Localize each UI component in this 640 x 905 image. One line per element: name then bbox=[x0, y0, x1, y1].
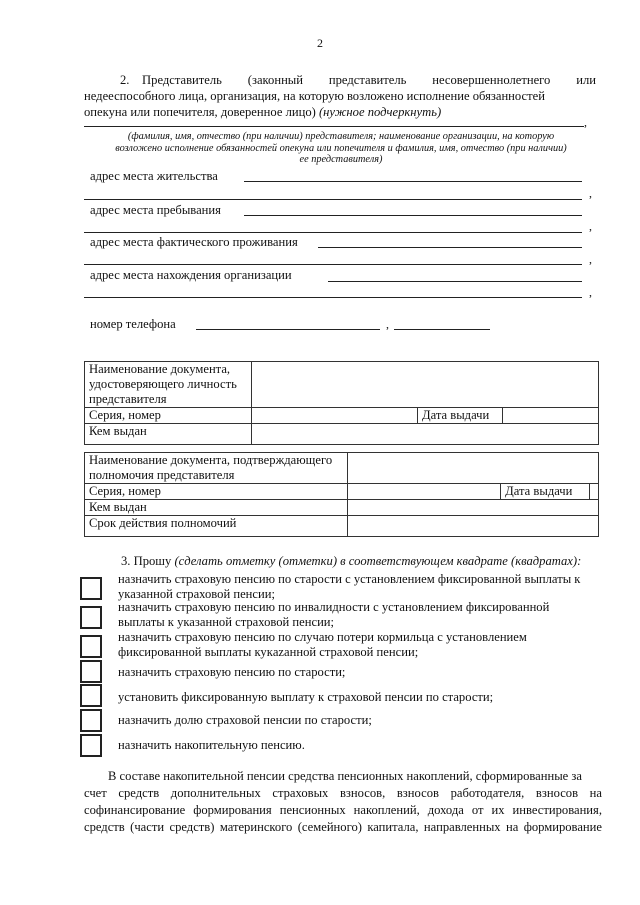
identity-doc-name-label bbox=[85, 362, 252, 408]
identity-issue-date-label: Дата выдачи bbox=[418, 408, 503, 424]
paragraph-line-3: софинансирование формирования пенсионных накоплений, дохода от их инвестирования, bbox=[84, 803, 602, 817]
table-row bbox=[85, 484, 599, 500]
caption-line-2: возложено исполнение обязанностей опекуна или попечителя и фамилия, имя, отчество (при наличии) bbox=[115, 142, 567, 154]
caption-line-1: (фамилия, имя, отчество (при наличии) представителя; наименование организации, на которую bbox=[127, 131, 555, 142]
stay-address-label: адрес места пребывания bbox=[90, 203, 221, 217]
word-3: представитель bbox=[328, 73, 407, 87]
paragraph-line-2: счет средств дополнительных страховых взносов, взносов работодателя, взносов на bbox=[84, 786, 602, 800]
option-funded-pension bbox=[80, 734, 610, 756]
table-row bbox=[85, 516, 599, 537]
actual-address-field-2[interactable] bbox=[84, 264, 582, 265]
option-line-1: назначить страховую пенсию по старости; bbox=[118, 665, 346, 679]
residence-address-field[interactable] bbox=[244, 181, 582, 182]
page-number: 2 bbox=[317, 36, 323, 50]
funded-pension-paragraph bbox=[84, 768, 602, 836]
checkbox[interactable] bbox=[80, 660, 102, 683]
actual-address-field[interactable] bbox=[318, 247, 582, 248]
authority-series-field[interactable] bbox=[347, 484, 500, 500]
table-row bbox=[85, 424, 599, 445]
representative-name-comma: , bbox=[584, 115, 587, 129]
word-5: или bbox=[576, 73, 596, 87]
residence-address-comma: , bbox=[589, 186, 592, 200]
section-2-line-2: недееспособного лица, организация, на которую возложено исполнение обязанностей bbox=[84, 89, 545, 103]
checkbox[interactable] bbox=[80, 684, 102, 707]
residence-address-field-2[interactable] bbox=[84, 199, 582, 200]
option-text bbox=[118, 738, 305, 753]
paragraph-line-1: В составе накопительной пенсии средства пенсионных накоплений, сформированные за bbox=[108, 769, 582, 783]
option-survivor-pension-fixed bbox=[80, 630, 610, 662]
phone-comma: , bbox=[386, 317, 389, 331]
section-3-intro bbox=[121, 553, 601, 569]
authority-issued-by-field[interactable] bbox=[347, 500, 598, 516]
paragraph-line-4: средств (части средств) материнского (семейного) капитала, направленных на формирование bbox=[84, 820, 602, 834]
authority-doc-name-label bbox=[85, 453, 348, 484]
section-2-line-3-text: опекуна или попечителя, доверенное лицо) bbox=[84, 105, 316, 119]
authority-doc-name-line-2: полномочия представителя bbox=[89, 468, 235, 482]
identity-doc-name-line-1: Наименование документа, bbox=[89, 362, 231, 376]
section-2-first-line bbox=[84, 72, 596, 88]
table-row bbox=[85, 408, 599, 424]
authority-issued-by-label: Кем выдан bbox=[85, 500, 348, 516]
section-2-words-1 bbox=[120, 72, 222, 88]
option-line-2: фиксированной выплаты кукazанной страховой пенсии; bbox=[118, 645, 419, 659]
authority-validity-label: Срок действия полномочий bbox=[85, 516, 348, 537]
section-2-paragraph bbox=[84, 72, 596, 120]
option-text bbox=[118, 713, 372, 728]
organization-address-field[interactable] bbox=[328, 281, 582, 282]
caption-line-3: ее представителя) bbox=[299, 154, 383, 165]
identity-issue-date-field[interactable] bbox=[503, 408, 599, 424]
identity-doc-name-line-2: удостоверяющего личность bbox=[89, 377, 237, 391]
word-2: (законный bbox=[247, 73, 304, 87]
option-text bbox=[118, 690, 493, 705]
option-text bbox=[118, 665, 345, 680]
table-row bbox=[85, 453, 599, 484]
authority-validity-field[interactable] bbox=[347, 516, 598, 537]
option-line-1: назначить страховую пенсию по инвалидности с установлением фиксированной bbox=[118, 600, 550, 614]
option-line-1: назначить долю страховой пенсии по старости; bbox=[118, 713, 372, 727]
word-4: несовершеннолетнего bbox=[432, 73, 551, 87]
checkbox[interactable] bbox=[80, 734, 102, 757]
word-1: Представитель bbox=[142, 73, 222, 87]
phone-label: номер телефона bbox=[90, 317, 176, 331]
section-2-line-3 bbox=[84, 104, 596, 120]
checkbox[interactable] bbox=[80, 709, 102, 732]
authority-issue-date-label: Дата выдачи bbox=[501, 484, 590, 500]
option-line-1: назначить накопительную пенсию. bbox=[118, 738, 305, 752]
checkbox[interactable] bbox=[80, 577, 102, 600]
authority-doc-name-field[interactable] bbox=[347, 453, 598, 484]
residence-address-label: адрес места жительства bbox=[90, 169, 218, 183]
table-row bbox=[85, 362, 599, 408]
option-line-1: назначить страховую пенсию по старости с установлением фиксированной выплаты к bbox=[118, 572, 581, 586]
phone-field-1[interactable] bbox=[196, 329, 380, 330]
authority-series-label: Серия, номер bbox=[85, 484, 348, 500]
section-number: 2. bbox=[120, 73, 130, 87]
phone-field-2[interactable] bbox=[394, 329, 490, 330]
actual-address-label: адрес места фактического проживания bbox=[90, 235, 298, 249]
section-3-intro-text: 3. Прошу bbox=[121, 554, 172, 568]
option-line-1: установить фиксированную выплату к страховой пенсии по старости; bbox=[118, 690, 494, 704]
option-fixed-payment bbox=[80, 684, 610, 706]
option-line-2: указанной страховой пенсии; bbox=[118, 587, 275, 601]
organization-address-comma: , bbox=[589, 285, 592, 299]
authority-doc-name-line-1: Наименование документа, подтверждающего bbox=[89, 453, 333, 467]
identity-doc-name-line-3: представителя bbox=[89, 392, 167, 406]
table-row bbox=[85, 500, 599, 516]
actual-address-comma: , bbox=[589, 252, 592, 266]
representative-name-line[interactable] bbox=[84, 126, 584, 127]
organization-address-label: адрес места нахождения организации bbox=[90, 268, 292, 282]
identity-document-table bbox=[84, 361, 599, 445]
stay-address-field[interactable] bbox=[244, 215, 582, 216]
option-line-1: назначить страховую пенсию по случаю потери кормильца с установлением bbox=[118, 630, 527, 644]
option-line-2: выплаты к указанной страховой пенсии; bbox=[118, 615, 335, 629]
checkbox[interactable] bbox=[80, 635, 102, 658]
section-3-intro-note: (сделать отметку (отметки) в соответствующем квадрате (квадратах): bbox=[174, 554, 582, 568]
option-text bbox=[118, 600, 549, 630]
identity-issued-by-field[interactable] bbox=[252, 424, 599, 445]
underline-note: (нужное подчеркнуть) bbox=[318, 105, 442, 119]
identity-doc-name-field[interactable] bbox=[252, 362, 599, 408]
identity-series-label: Серия, номер bbox=[85, 408, 252, 424]
organization-address-field-2[interactable] bbox=[84, 297, 582, 298]
stay-address-comma: , bbox=[589, 219, 592, 233]
representative-caption bbox=[76, 131, 606, 166]
authority-document-table bbox=[84, 452, 599, 537]
identity-issued-by-label: Кем выдан bbox=[85, 424, 252, 445]
option-pension-share bbox=[80, 709, 610, 731]
identity-series-field[interactable] bbox=[252, 408, 418, 424]
option-text bbox=[118, 572, 580, 602]
authority-issue-date-field[interactable] bbox=[590, 484, 599, 500]
option-text bbox=[118, 630, 527, 660]
stay-address-field-2[interactable] bbox=[84, 232, 582, 233]
option-disability-pension-fixed bbox=[80, 600, 610, 632]
checkbox[interactable] bbox=[80, 606, 102, 629]
option-old-age-pension bbox=[80, 660, 610, 682]
